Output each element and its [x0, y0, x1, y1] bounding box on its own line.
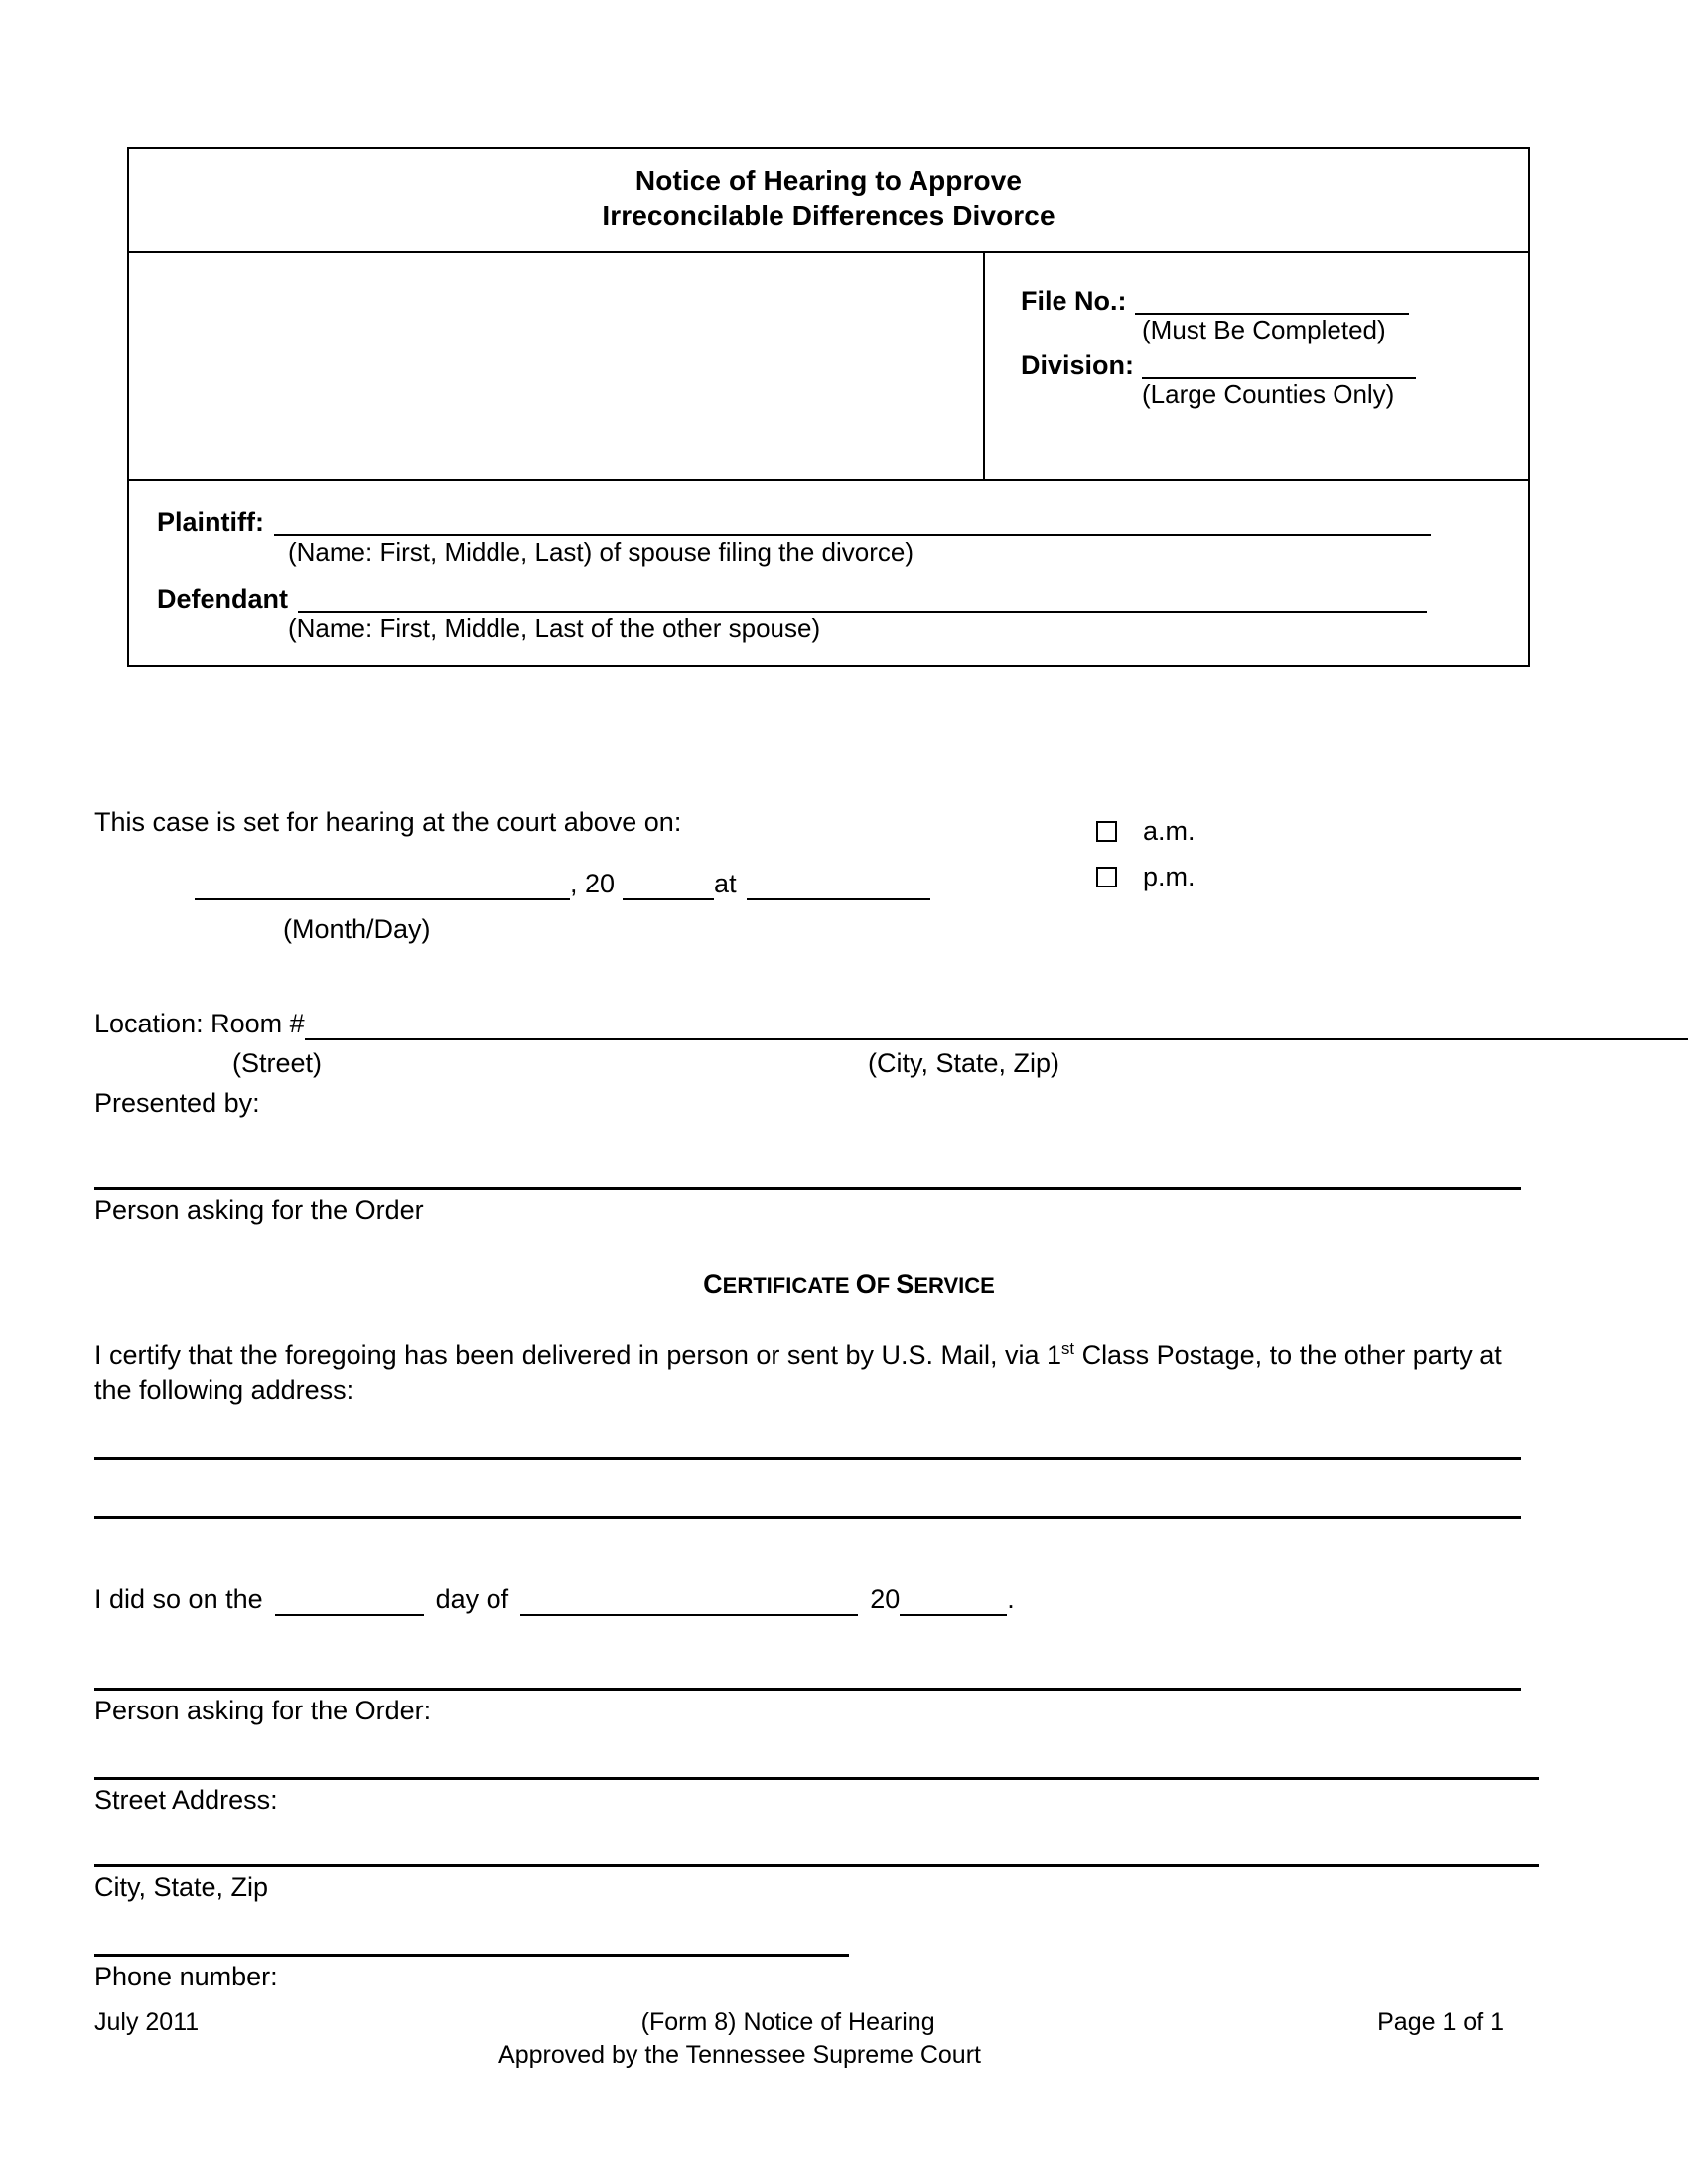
file-no-input[interactable] — [1135, 287, 1409, 315]
signer-phone-label: Phone number: — [94, 1962, 278, 1991]
signer-city-line[interactable] — [94, 1864, 1539, 1867]
hearing-date-row — [195, 868, 930, 900]
plaintiff-label: Plaintiff: — [157, 506, 264, 537]
certification-paragraph — [94, 1338, 1544, 1408]
year-input[interactable] — [623, 873, 714, 900]
presented-by-label: Presented by: — [94, 1088, 260, 1118]
certification-ordinal-suffix: st — [1061, 1339, 1075, 1358]
cos-ertificate: ERTIFICATE — [722, 1273, 850, 1297]
service-day-input[interactable] — [275, 1588, 424, 1616]
footer-date: July 2011 — [94, 2008, 200, 2036]
cos-c: C — [703, 1269, 723, 1298]
division-label: Division: — [1021, 349, 1135, 380]
did-so-year-prefix: 20 — [870, 1584, 901, 1614]
did-so-prefix: I did so on the — [94, 1584, 263, 1614]
page-title-line-2: Irreconcilable Differences Divorce — [602, 201, 1055, 232]
division-input[interactable] — [1142, 351, 1416, 379]
footer-approval-note: Approved by the Tennessee Supreme Court — [498, 2041, 981, 2069]
division-row — [1021, 351, 1528, 379]
service-year-input[interactable] — [900, 1588, 1007, 1616]
division-note: (Large Counties Only) — [1142, 378, 1395, 409]
defendant-label: Defendant — [157, 584, 289, 614]
file-no-note: (Must Be Completed) — [1142, 314, 1386, 344]
certification-paragraph-part2: Class Postage, to the other party at the following address: — [94, 1340, 1502, 1406]
cos-s: S — [896, 1269, 914, 1298]
page-title-line-1: Notice of Hearing to Approve — [634, 165, 1023, 196]
court-and-file-row — [129, 253, 1528, 481]
am-checkbox-row[interactable] — [1096, 818, 1196, 845]
person-asking-caption: Person asking for the Order — [94, 1195, 424, 1225]
signer-street-line[interactable] — [94, 1777, 1539, 1780]
date-year-prefix: , 20 — [570, 869, 616, 898]
case-caption-box — [127, 147, 1530, 667]
certificate-of-service-heading — [94, 1269, 1604, 1299]
location-address-input[interactable] — [305, 1013, 1688, 1040]
city-state-zip-note: (City, State, Zip) — [868, 1048, 1060, 1078]
signer-street-label: Street Address: — [94, 1785, 278, 1815]
defendant-row — [129, 584, 1528, 613]
defendant-note: (Name: First, Middle, Last of the other spouse) — [288, 614, 821, 644]
footer-main-row — [94, 2008, 1504, 2037]
page-footer — [94, 2008, 1504, 2070]
at-word: at — [714, 869, 737, 898]
signer-name-label: Person asking for the Order: — [94, 1696, 432, 1725]
service-address-line-1[interactable] — [94, 1457, 1521, 1460]
signer-city-label: City, State, Zip — [94, 1872, 269, 1902]
am-checkbox[interactable] — [1096, 821, 1117, 842]
court-info-cell[interactable] — [129, 253, 985, 479]
location-room-label: Location: Room # — [94, 1009, 305, 1038]
month-day-note: (Month/Day) — [283, 914, 431, 944]
service-month-input[interactable] — [520, 1588, 858, 1616]
certification-paragraph-part1: I certify that the foregoing has been delivered in person or sent by U.S. Mail, via 1 — [94, 1340, 1062, 1370]
form-title-row — [129, 149, 1528, 253]
file-no-row — [1021, 287, 1528, 315]
pm-checkbox-row[interactable] — [1096, 864, 1196, 890]
did-so-day-of: day of — [435, 1584, 509, 1614]
defendant-input[interactable] — [298, 584, 1427, 613]
service-date-row — [94, 1583, 1015, 1616]
am-label: a.m. — [1143, 816, 1196, 846]
time-input[interactable] — [747, 873, 930, 900]
signer-name-line[interactable] — [94, 1688, 1521, 1691]
plaintiff-input[interactable] — [274, 507, 1431, 536]
cos-ervice: ERVICE — [914, 1273, 995, 1297]
cos-o: O — [855, 1269, 877, 1298]
street-note: (Street) — [232, 1048, 323, 1078]
footer-page-number: Page 1 of 1 — [1377, 2008, 1504, 2036]
month-day-input[interactable] — [195, 873, 570, 900]
plaintiff-row — [129, 507, 1528, 536]
file-no-label: File No.: — [1021, 285, 1127, 316]
hearing-intro-text: This case is set for hearing at the court above on: — [94, 807, 682, 837]
cos-f: F — [876, 1273, 891, 1297]
pm-label: p.m. — [1143, 862, 1196, 891]
location-row — [94, 1008, 1688, 1040]
presenter-signature-line[interactable] — [94, 1187, 1521, 1190]
pm-checkbox[interactable] — [1096, 867, 1117, 887]
signer-phone-line[interactable] — [94, 1954, 849, 1957]
plaintiff-note: (Name: First, Middle, Last) of spouse filing the divorce) — [288, 536, 914, 567]
did-so-period: . — [1007, 1584, 1015, 1614]
footer-form-name: (Form 8) Notice of Hearing — [640, 2008, 935, 2036]
parties-row — [129, 481, 1528, 665]
file-info-cell — [985, 253, 1528, 479]
service-address-line-2[interactable] — [94, 1516, 1521, 1519]
